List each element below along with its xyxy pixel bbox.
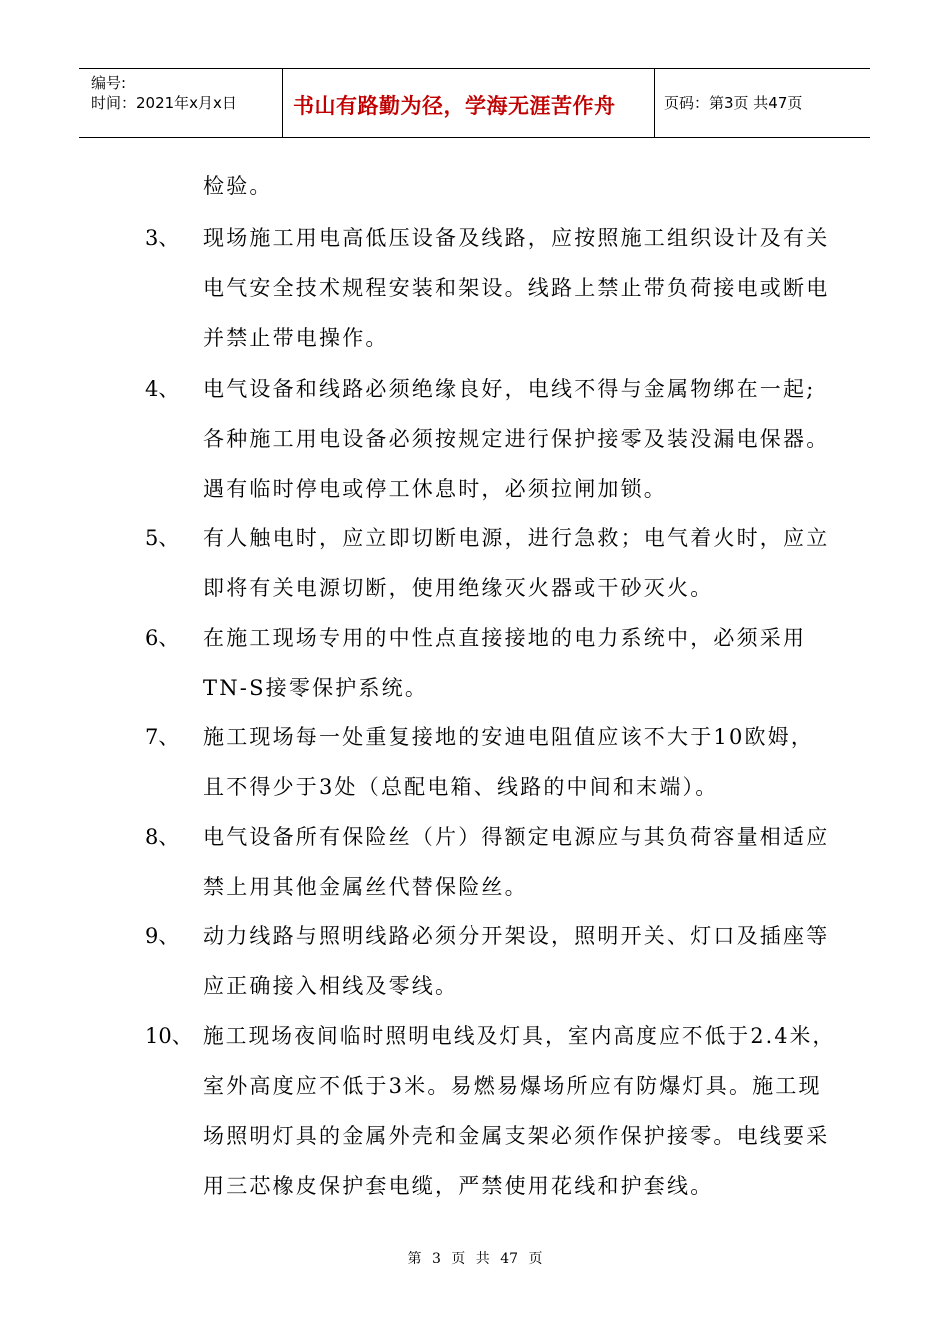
item-number: 6、 [145,626,180,650]
item-number: 7、 [145,725,180,749]
body-line: 禁上用其他金属丝代替保险丝。 [203,875,528,899]
header-motto: 书山有路勤为径，学海无涯苦作舟 [293,94,616,118]
header-divider [282,69,283,137]
body-line: 且不得少于3处（总配电箱、线路的中间和末端）。 [203,775,719,799]
body-line: 检验。 [203,174,273,198]
item-number: 3、 [145,226,180,250]
body-line: 并禁止带电操作。 [203,326,389,350]
item-number: 8、 [145,825,180,849]
doc-code-label: 编号: [91,74,127,92]
body-line: 电气设备和线路必须绝缘良好，电线不得与金属物绑在一起; [203,377,816,401]
body-line: 场照明灯具的金属外壳和金属支架必须作保护接零。电线要采 [203,1124,830,1148]
page-footer: 第 3 页 共 47 页 [407,1251,543,1267]
body-line: 施工现场每一处重复接地的安迪电阻值应该不大于10欧姆， [203,725,815,749]
body-line: 动力线路与照明线路必须分开架设，照明开关、灯口及插座等 [203,924,830,948]
body-line: 遇有临时停电或停工休息时，必须拉闸加锁。 [203,477,667,501]
body-line: 现场施工用电高低压设备及线路，应按照施工组织设计及有关 [203,226,830,250]
body-line: 各种施工用电设备必须按规定进行保护接零及装没漏电保器。 [203,427,830,451]
body-line: 电气设备所有保险丝（片）得额定电源应与其负荷容量相适应 [203,825,830,849]
header-page-info: 页码：第3页 共47页 [664,94,803,112]
doc-date: 时间：2021年x月x日 [91,94,237,112]
body-line: TN-S接零保护系统。 [203,676,429,700]
body-line: 施工现场夜间临时照明电线及灯具，室内高度应不低于2.4米， [203,1024,836,1048]
body-line: 应正确接入相线及零线。 [203,974,459,998]
item-number: 5、 [145,526,180,550]
body-line: 电气安全技术规程安装和架设。线路上禁止带负荷接电或断电 [203,276,830,300]
item-number: 9、 [145,924,180,948]
body-line: 用三芯橡皮保护套电缆，严禁使用花线和护套线。 [203,1174,714,1198]
header-divider [654,69,655,137]
item-number: 4、 [145,377,180,401]
body-line: 室外高度应不低于3米。易燃易爆场所应有防爆灯具。施工现 [203,1074,822,1098]
page-header [79,68,870,138]
body-line: 即将有关电源切断，使用绝缘灭火器或干砂灭火。 [203,576,714,600]
item-number: 10、 [145,1024,193,1048]
body-line: 在施工现场专用的中性点直接接地的电力系统中，必须采用 [203,626,807,650]
body-line: 有人触电时，应立即切断电源，进行急救；电气着火时，应立 [203,526,830,550]
